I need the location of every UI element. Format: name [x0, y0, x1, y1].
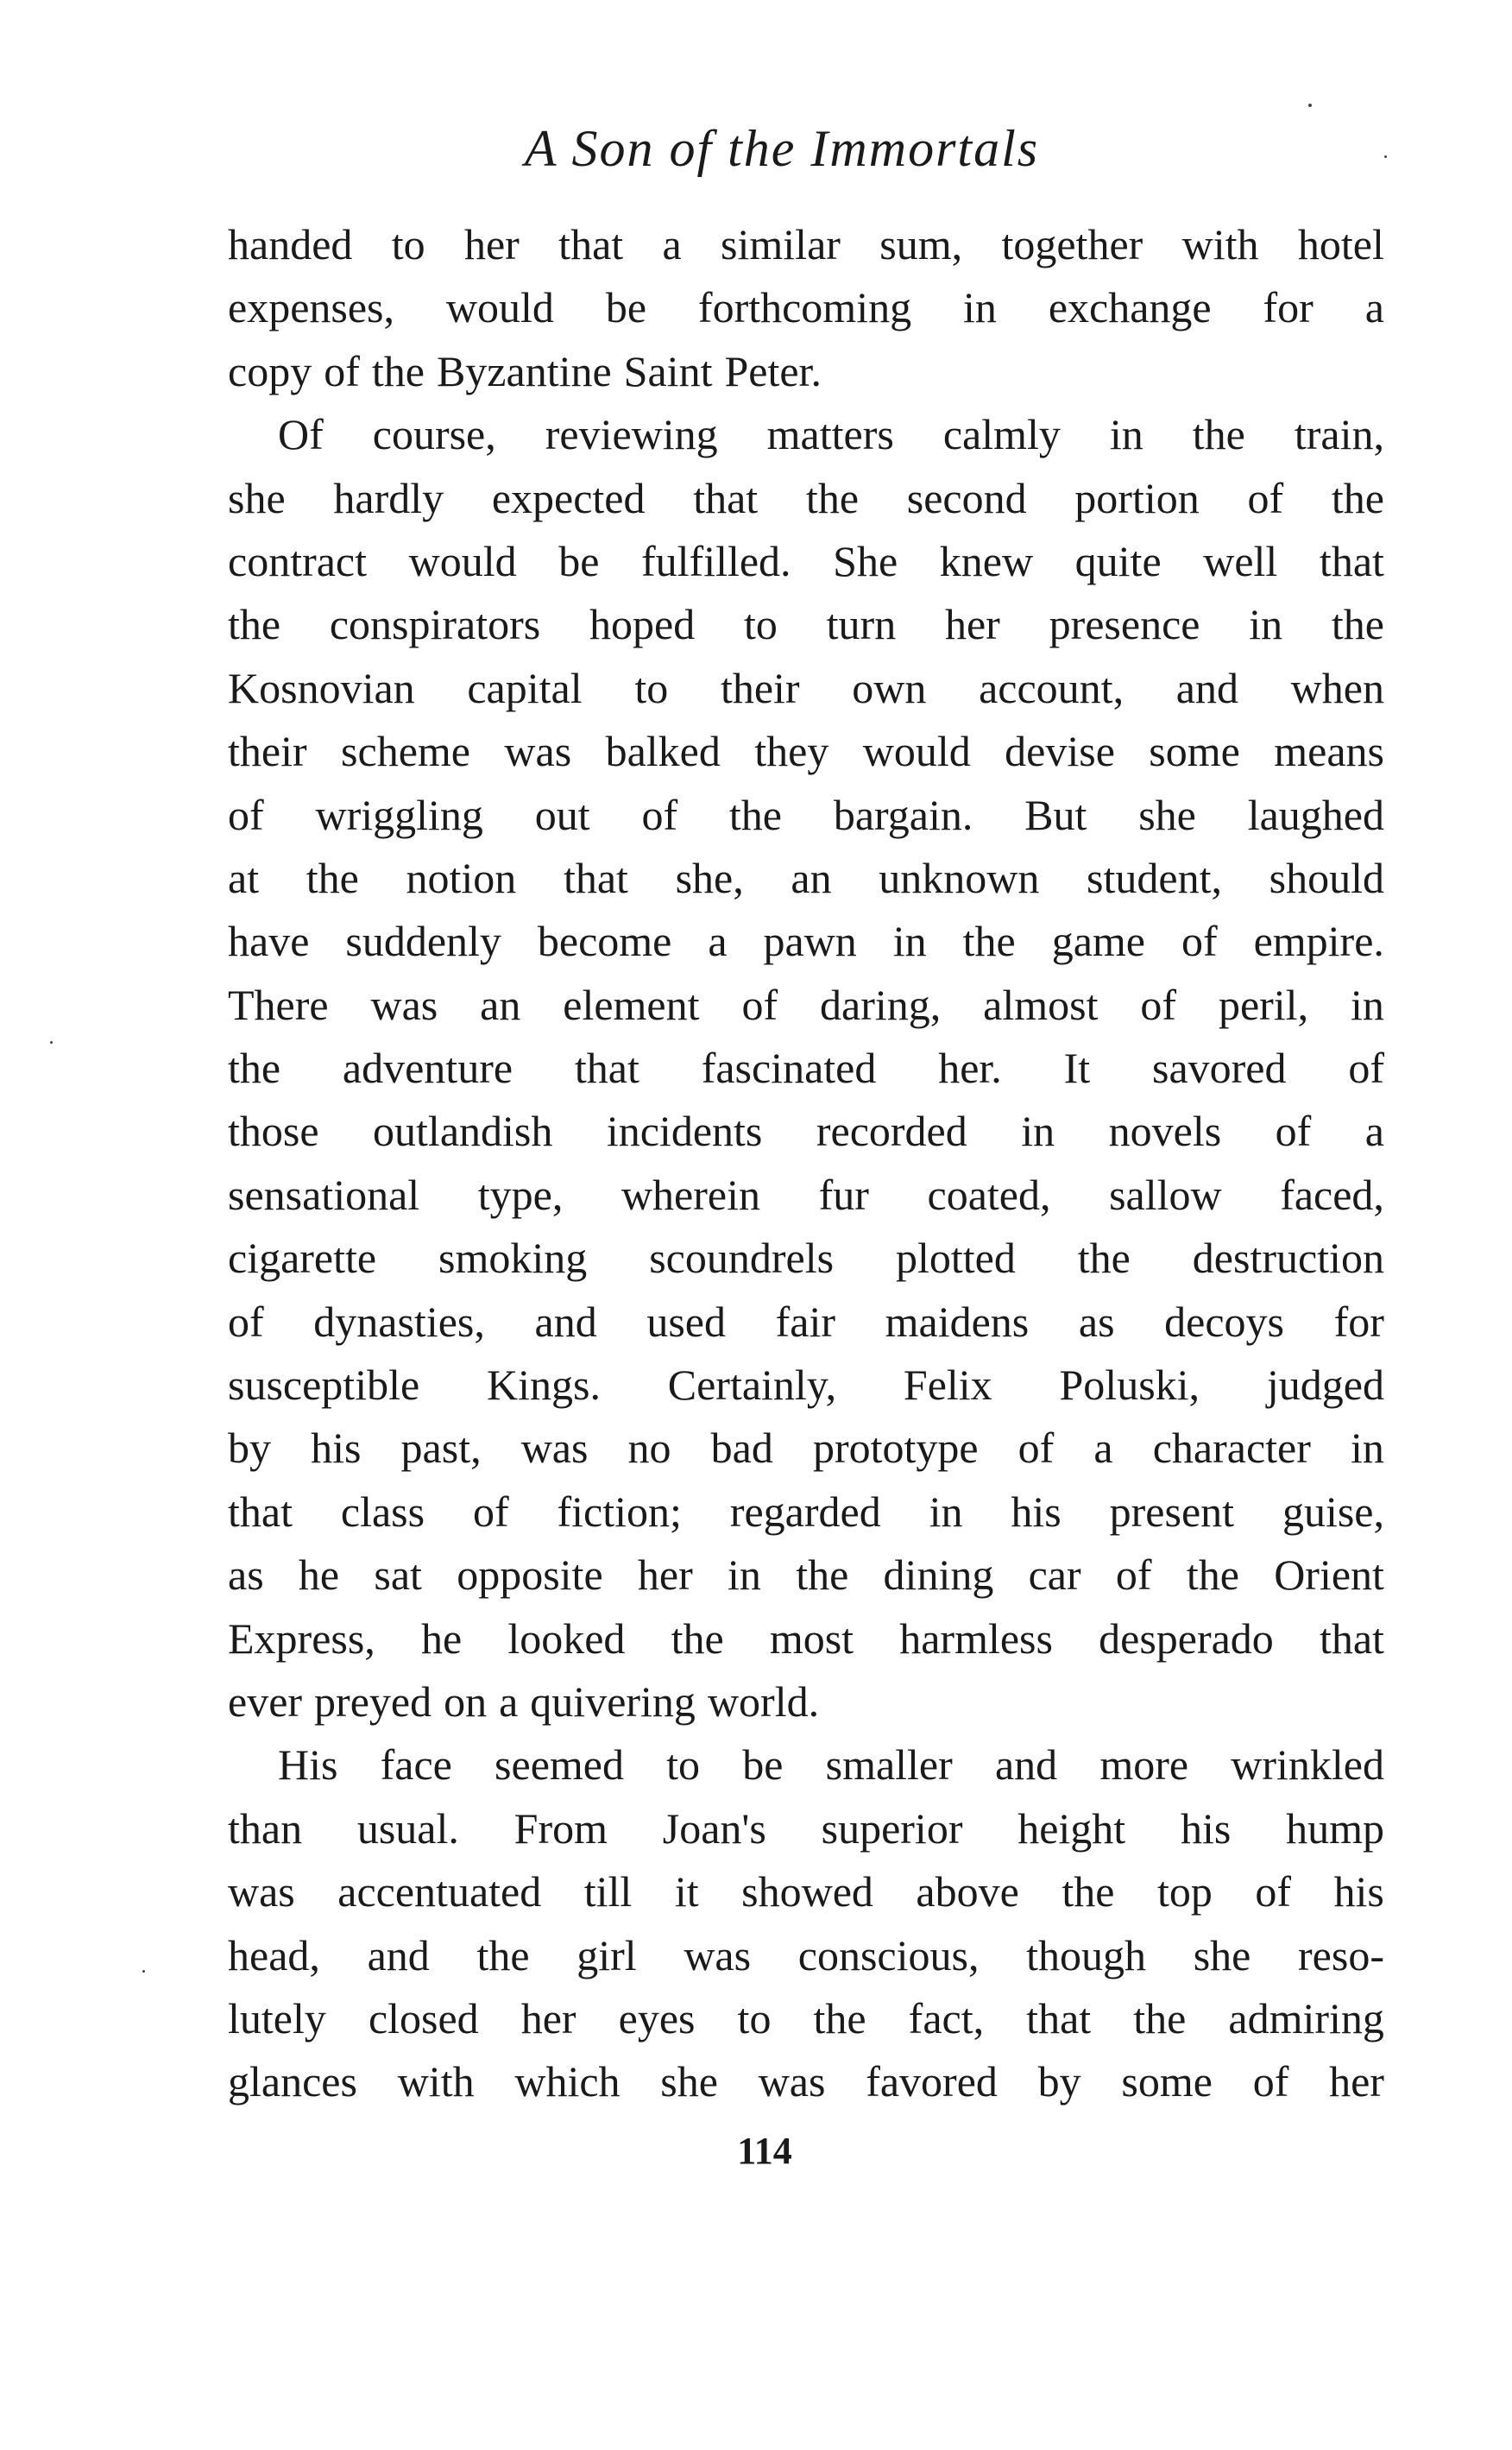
- text-line: [228, 1037, 1384, 1100]
- text-line: [228, 974, 1384, 1037]
- text-line: [228, 1670, 1384, 1733]
- text-line-words: contract would be fulfilled. She knew quite well that: [228, 536, 1384, 585]
- text-line-words: of wriggling out of the bargain. But she laughed: [228, 790, 1384, 839]
- text-line-words: lutely closed her eyes to the fact, that the admiring: [228, 1993, 1384, 2043]
- text-line-words: sensational type, wherein fur coated, sallow faced,: [228, 1170, 1384, 1219]
- text-line: [228, 530, 1384, 593]
- text-line: [228, 1544, 1384, 1607]
- paper-speck: [142, 1970, 145, 1973]
- text-line-words: glances with which she was favored by some of her: [228, 2057, 1384, 2106]
- text-line-words: the conspirators hoped to turn her presence in the: [228, 600, 1384, 649]
- text-line: [228, 1481, 1384, 1544]
- text-line-words: Of course, reviewing matters calmly in the train,: [278, 410, 1384, 459]
- text-line: [228, 403, 1384, 466]
- text-line-words: those outlandish incidents recorded in novels of a: [228, 1107, 1384, 1156]
- text-line-words: There was an element of daring, almost of peril, in: [228, 980, 1384, 1029]
- paper-speck: [50, 1041, 53, 1044]
- text-line: [228, 1227, 1384, 1290]
- text-line-words: was accentuated till it showed above the top of his: [228, 1867, 1384, 1916]
- text-line-words: susceptible Kings. Certainly, Felix Poluski, judged: [228, 1361, 1384, 1410]
- text-line-words: Kosnovian capital to their own account, and when: [228, 663, 1384, 712]
- text-line-words: copy of the Byzantine Saint Peter.: [228, 346, 822, 395]
- text-line-words: handed to her that a similar sum, together with hotel: [228, 220, 1384, 268]
- text-line-words: as he sat opposite her in the dining car of the Orient: [228, 1550, 1384, 1600]
- text-line-words: expenses, would be forthcoming in exchange for a: [228, 283, 1384, 332]
- text-line-words: of dynasties, and used fair maidens as decoys for: [228, 1297, 1384, 1346]
- text-line-words: the adventure that fascinated her. It savored of: [228, 1044, 1384, 1093]
- text-line: [228, 1417, 1384, 1480]
- text-line: [228, 2050, 1384, 2113]
- text-line-words: ever preyed on a quivering world.: [228, 1676, 820, 1726]
- text-line: [228, 910, 1384, 973]
- text-line: [228, 467, 1384, 530]
- text-line: [228, 1987, 1384, 2050]
- text-line-words: His face seemed to be smaller and more wrinkled: [278, 1740, 1384, 1790]
- text-line: [228, 784, 1384, 847]
- page-number: 114: [737, 2130, 792, 2172]
- text-line: [228, 340, 1384, 403]
- body-text: [228, 213, 1384, 2114]
- text-line-words: cigarette smoking scoundrels plotted the destruction: [228, 1234, 1384, 1283]
- text-line: [228, 213, 1384, 276]
- text-line: [228, 276, 1384, 339]
- text-line-words: Express, he looked the most harmless desperado that: [228, 1613, 1384, 1663]
- text-line: [228, 1164, 1384, 1227]
- text-line-words: at the notion that she, an unknown student, should: [228, 853, 1384, 902]
- text-line-words: she hardly expected that the second portion of the: [228, 473, 1384, 522]
- text-line: [228, 1733, 1384, 1796]
- text-line: [228, 847, 1384, 910]
- text-line: [228, 1797, 1384, 1860]
- text-line: [228, 1607, 1384, 1670]
- text-line: [228, 720, 1384, 783]
- text-line: [228, 657, 1384, 720]
- text-line-words: have suddenly become a pawn in the game of empire.: [228, 917, 1384, 966]
- text-line: [228, 1860, 1384, 1923]
- text-line: [228, 1291, 1384, 1354]
- text-line: [228, 1100, 1384, 1163]
- text-line-words: head, and the girl was conscious, though she reso-: [228, 1930, 1384, 1980]
- text-line: [228, 1354, 1384, 1417]
- text-line-words: than usual. From Joan's superior height his hump: [228, 1803, 1384, 1853]
- paper-speck: [1308, 104, 1312, 107]
- text-line: [228, 1924, 1384, 1987]
- paper-speck: [1384, 155, 1387, 158]
- text-line: [228, 593, 1384, 656]
- text-line-words: their scheme was balked they would devise some means: [228, 727, 1384, 776]
- text-line-words: that class of fiction; regarded in his present guise,: [228, 1487, 1384, 1536]
- text-line-words: by his past, was no bad prototype of a character in: [228, 1424, 1384, 1473]
- running-head: A Son of the Immortals: [524, 120, 1040, 177]
